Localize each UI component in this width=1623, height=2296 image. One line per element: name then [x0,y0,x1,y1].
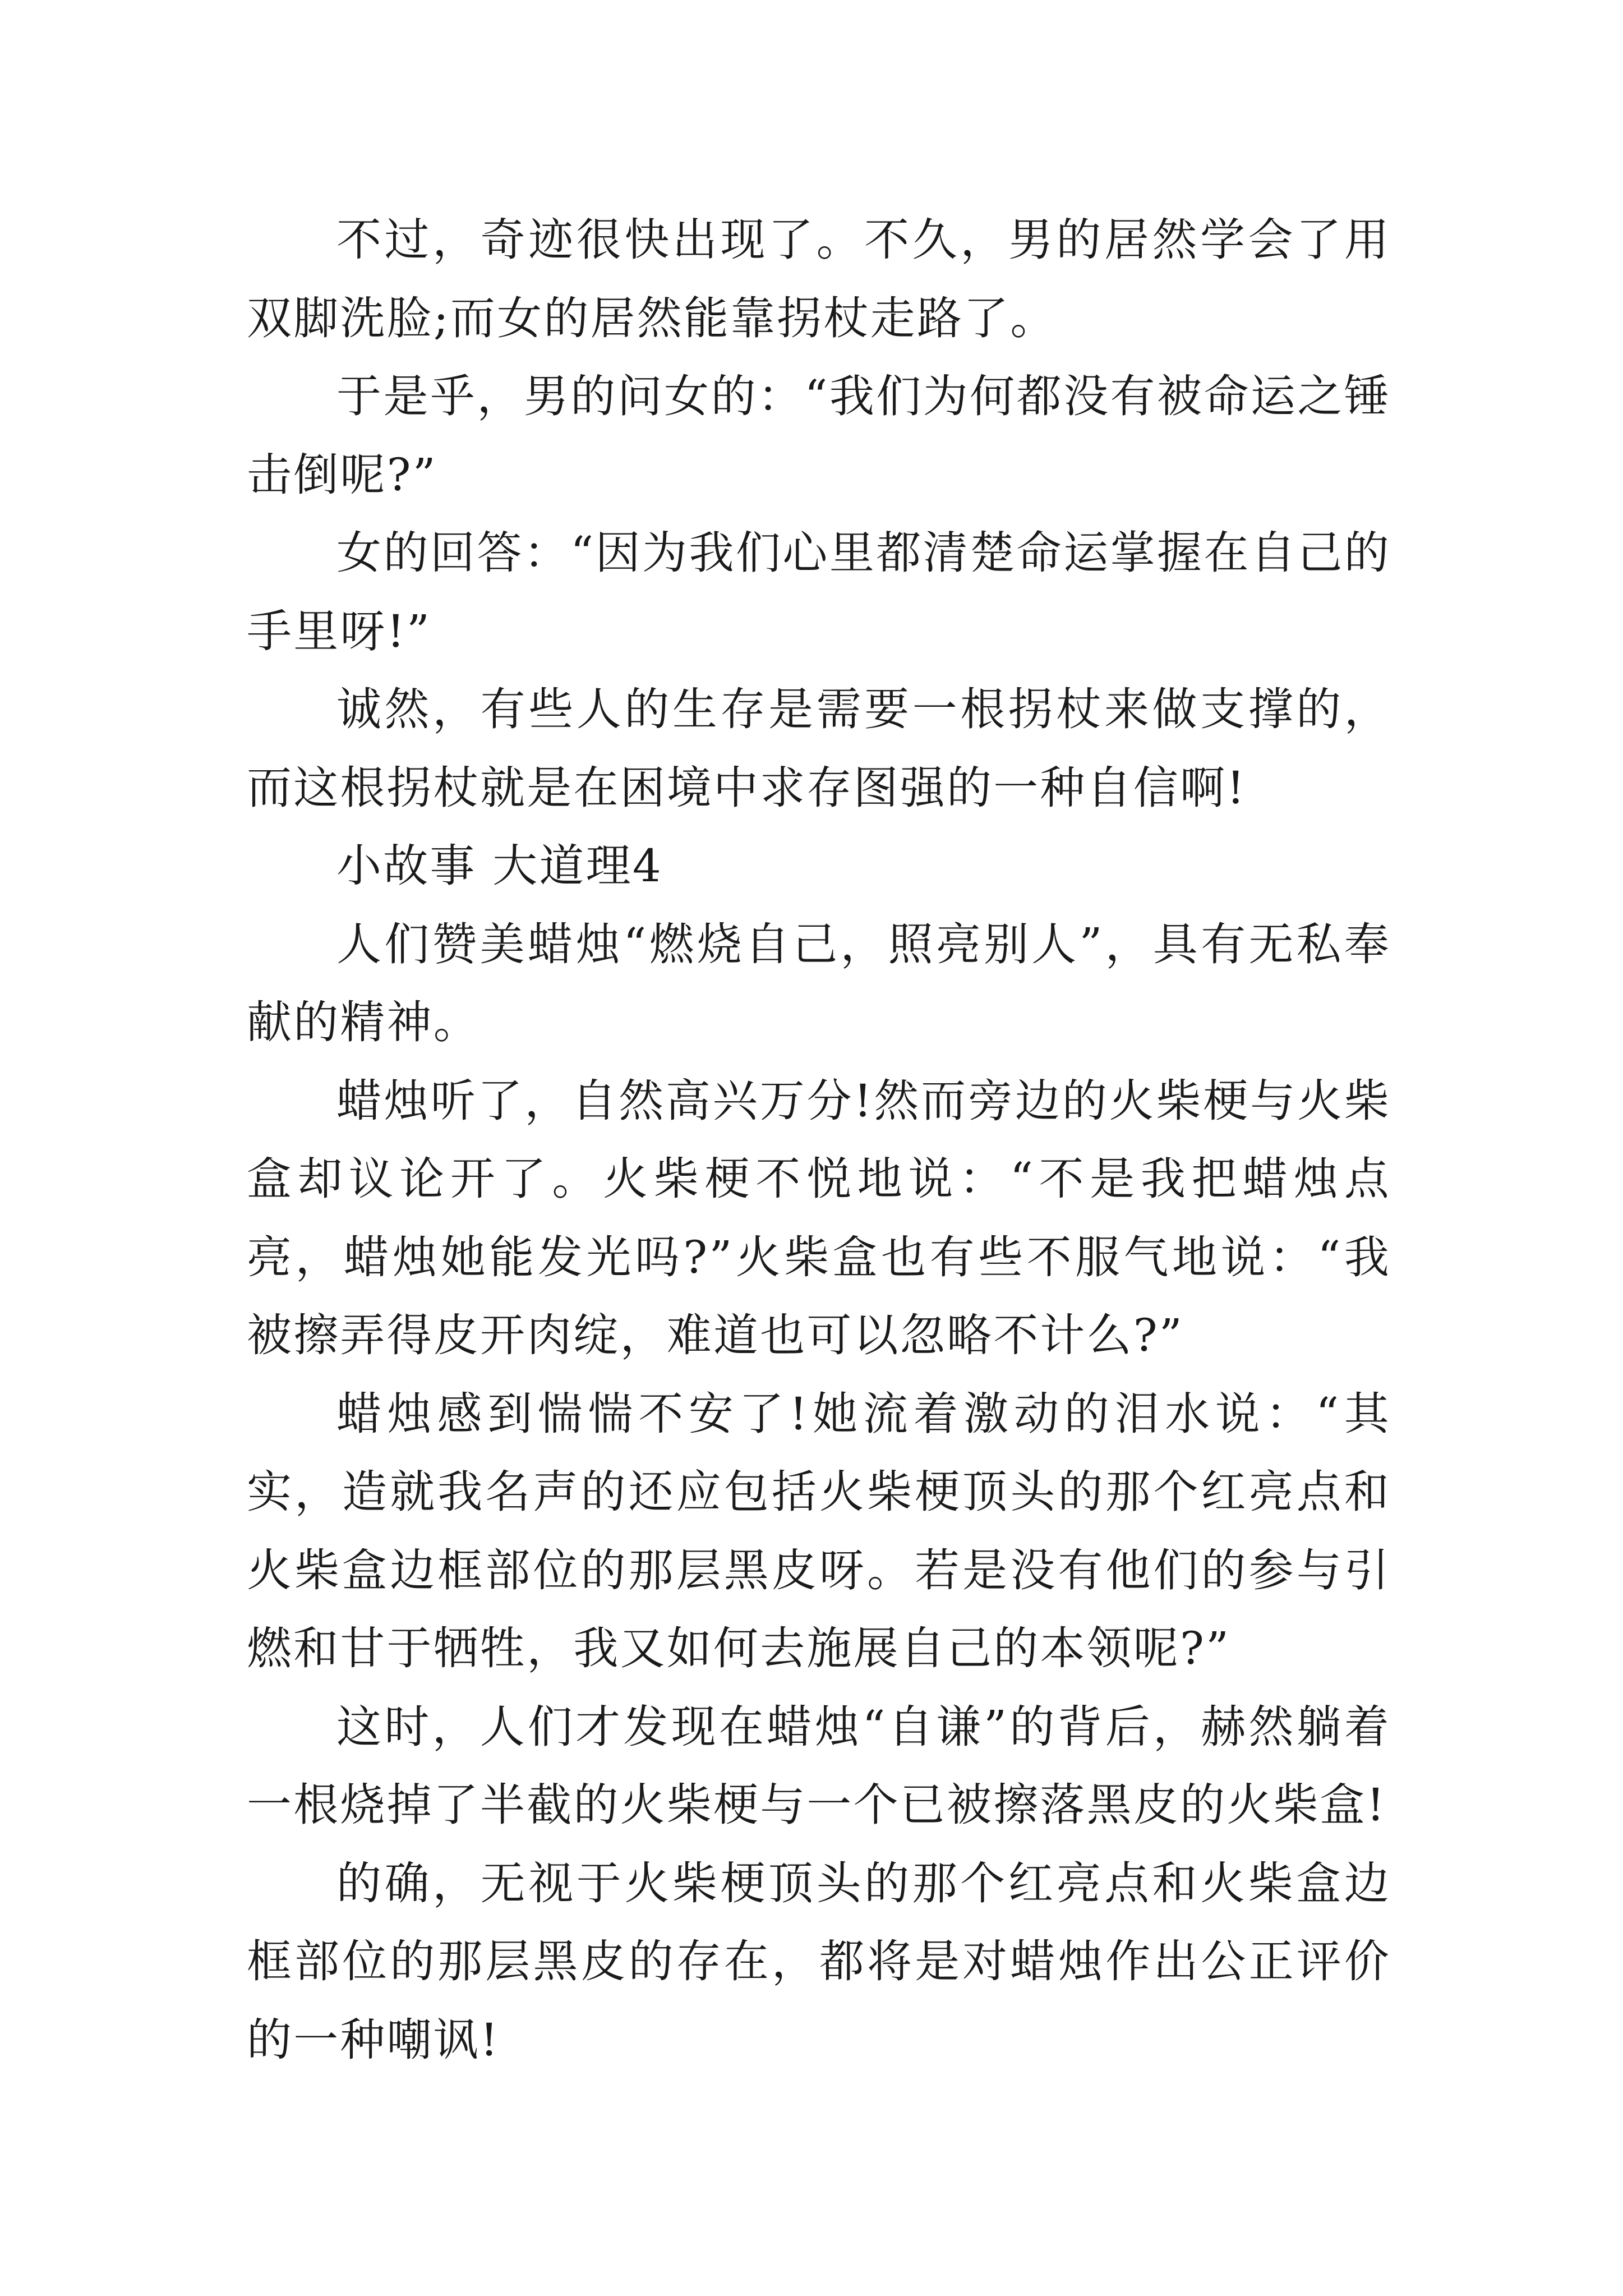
paragraph-candle-praise: 人们赞美蜡烛“燃烧自己，照亮别人”，具有无私奉献的精神。 [247,918,1391,1048]
paragraph-answer: 女的回答：“因为我们心里都清楚命运掌握在自己的手里呀!” [247,527,1391,657]
paragraph-match-dispute: 蜡烛听了，自然高兴万分!然而旁边的火柴梗与火柴盒却议论开了。火柴梗不悦地说：“不是我把蜡烛点亮，蜡烛她能发光吗?”火柴盒也有些不服气地说：“我被擦弄得皮开肉绽，难道也可以忽略不计么?” [247,1074,1391,1361]
paragraph-question: 于是乎，男的问女的：“我们为何都没有被命运之锤击倒呢?” [247,370,1391,501]
body-text [247,201,1391,2079]
paragraph-candle-reply: 蜡烛感到惴惴不安了!她流着激动的泪水说：“其实，造就我名声的还应包括火柴梗顶头的那个红亮点和火柴盒边框部位的那层黑皮呀。若是没有他们的参与引燃和甘于牺牲，我又如何去施展自己的本领呢?” [247,1387,1391,1674]
paragraph-discovery: 这时，人们才发现在蜡烛“自谦”的背后，赫然躺着一根烧掉了半截的火柴梗与一个已被擦落黑皮的火柴盒! [247,1700,1391,1831]
paragraph-miracle: 不过，奇迹很快出现了。不久，男的居然学会了用双脚洗脸;而女的居然能靠拐杖走路了。 [247,214,1391,344]
section-heading: 小故事 大道理4 [336,840,663,892]
paragraph-conclusion: 的确，无视于火柴梗顶头的那个红亮点和火柴盒边框部位的那层黑皮的存在，都将是对蜡烛作出公正评价的一种嘲讽! [247,1857,1391,2066]
paragraph-crutch-moral: 诚然，有些人的生存是需要一根拐杖来做支撑的，而这根拐杖就是在困境中求存图强的一种自信啊! [247,683,1391,814]
